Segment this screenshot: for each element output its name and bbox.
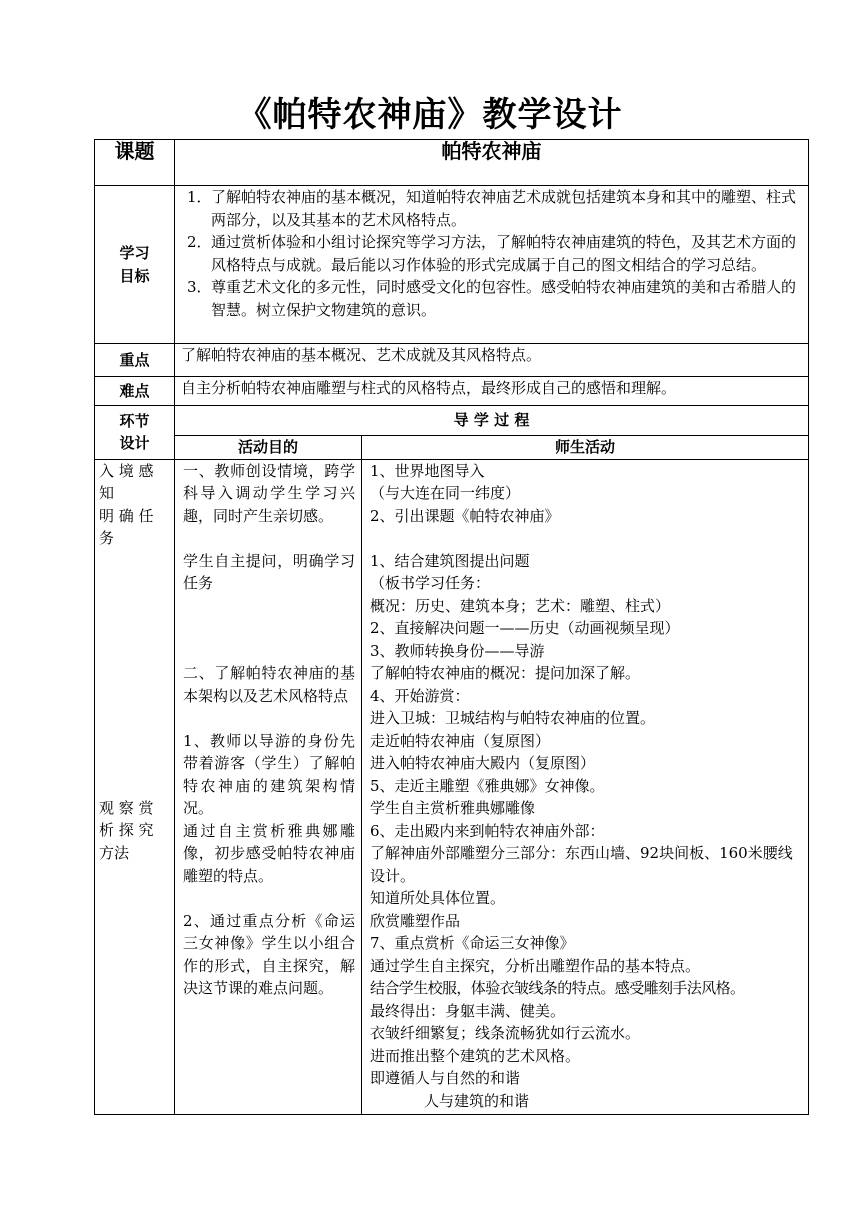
activity-line: 进入卫城：卫城结构与帕特农神庙的位置。 bbox=[370, 709, 656, 727]
activity-line: 3、教师转换身份——导游 bbox=[370, 641, 545, 660]
column-header-purpose: 活动目的 bbox=[175, 436, 362, 460]
key-point-row bbox=[95, 344, 809, 377]
process-header-row bbox=[95, 406, 809, 436]
activity-line: 衣皱纤细繁复；线条流畅犹如行云流水。 bbox=[370, 1024, 641, 1042]
difficulty-label: 难点 bbox=[95, 377, 175, 406]
page-title: 《帕特农神庙》教学设计 bbox=[237, 95, 623, 135]
goal-number: 1． bbox=[187, 188, 212, 206]
goal-text: 了解帕特农神庙的基本概况，知道帕特农神庙艺术成就包括建筑本身和其中的雕塑、柱式两部分，以及其基本的艺术风格特点。 bbox=[211, 188, 797, 229]
goals-row bbox=[95, 186, 809, 344]
activity-line: 欣赏雕塑作品 bbox=[370, 911, 461, 930]
activity-line: 结合学生校服，体验衣皱线条的特点。感受雕刻手法风格。 bbox=[370, 979, 745, 997]
activity-line: 2、直接解决问题一——历史（动画视频呈现） bbox=[370, 619, 680, 637]
activity-line: 走近帕特农神庙（复原图） bbox=[370, 731, 551, 750]
activity-line: 了解神庙外部雕塑分三部分：东西山墙、92块间板、160米腰线设计。 bbox=[370, 844, 793, 885]
key-point-label: 重点 bbox=[95, 344, 175, 377]
stage-text: 观 察 赏 bbox=[99, 798, 154, 817]
topic-value: 帕特农神庙 bbox=[175, 140, 809, 186]
stage-text: 明 确 任 bbox=[99, 506, 154, 525]
purpose-text: 通过自主赏析雅典娜雕像，初步感受帕特农神庙雕塑的特点。 bbox=[183, 821, 355, 885]
purpose-text: 一、教师创设情境，跨学科导入调动学生学习兴趣，同时产生亲切感。 bbox=[183, 461, 355, 525]
activity-line: 1、结合建筑图提出问题 bbox=[370, 551, 530, 570]
activity-line: 5、走近主雕塑《雅典娜》女神像。 bbox=[370, 776, 605, 795]
purpose-text: 学生自主提问，明确学习任务 bbox=[183, 551, 355, 592]
purpose-text: 2、通过重点分析《命运三女神像》学生以小组合作的形式，自主探究，解决这节课的难点问题。 bbox=[183, 911, 355, 997]
column-header-activity: 师生活动 bbox=[362, 436, 809, 460]
process-body-row bbox=[95, 459, 809, 1114]
goals-label bbox=[95, 186, 175, 344]
goal-text: 尊重艺术文化的多元性，同时感受文化的包容性。感受帕特农神庙建筑的美和古希腊人的智慧。树立保护文物建筑的意识。 bbox=[211, 278, 797, 319]
topic-row bbox=[95, 140, 809, 186]
goals-list bbox=[187, 186, 800, 321]
lesson-plan-table bbox=[94, 139, 809, 1115]
stage-label-line1: 环节 bbox=[119, 411, 150, 430]
activity-line: 进入帕特农神庙大殿内（复原图） bbox=[370, 754, 596, 772]
activity-line: 1、世界地图导入 bbox=[370, 461, 485, 480]
key-point-text: 了解帕特农神庙的基本概况、艺术成就及其风格特点。 bbox=[175, 344, 809, 377]
process-header: 导 学 过 程 bbox=[175, 406, 809, 436]
goals-label-line2: 目标 bbox=[119, 266, 150, 285]
activity-line: 即遵循人与自然的和谐 bbox=[370, 1069, 521, 1087]
difficulty-text: 自主分析帕特农神庙雕塑与柱式的风格特点，最终形成自己的感悟和理解。 bbox=[175, 377, 809, 406]
stage-label bbox=[95, 406, 175, 460]
stage-text: 析 探 究 bbox=[99, 821, 154, 839]
activity-line: 7、重点赏析《命运三女神像》 bbox=[370, 934, 575, 952]
purpose-column bbox=[175, 459, 362, 1114]
activity-line: 6、走出殿内来到帕特农神庙外部： bbox=[370, 821, 605, 840]
activity-column bbox=[362, 459, 809, 1114]
stage-text: 入 境 感 bbox=[99, 461, 154, 480]
activity-line: 学生自主赏析雅典娜雕像 bbox=[370, 799, 536, 817]
activity-line: （与大连在同一纬度） bbox=[370, 484, 521, 502]
topic-label: 课题 bbox=[95, 140, 175, 186]
purpose-text: 二、了解帕特农神庙的基本架构以及艺术风格特点 bbox=[183, 664, 355, 705]
goals-cell bbox=[175, 186, 809, 344]
stage-label-line2: 设计 bbox=[119, 434, 150, 453]
activity-line: 人与建筑的和谐 bbox=[424, 1091, 530, 1110]
goals-label-line1: 学习 bbox=[119, 244, 150, 262]
goal-number: 2． bbox=[187, 233, 212, 251]
activity-line: 了解帕特农神庙的概况：提问加深了解。 bbox=[370, 664, 641, 682]
activity-line: 进而推出整个建筑的艺术风格。 bbox=[370, 1046, 581, 1065]
goal-text: 通过赏析体验和小组讨论探究等学习方法，了解帕特农神庙建筑的特色，及其艺术方面的风格特点与成就。最后能以习作体验的形式完成属于自己的图文相结合的学习总结。 bbox=[211, 233, 797, 274]
activity-line: （板书学习任务： bbox=[370, 574, 491, 592]
difficulty-row bbox=[95, 377, 809, 406]
stage-text: 务 bbox=[99, 529, 115, 547]
activity-line: 知道所处具体位置。 bbox=[370, 889, 506, 907]
stage-column bbox=[95, 459, 175, 1114]
stage-text: 知 bbox=[99, 484, 115, 502]
goal-item bbox=[187, 186, 800, 231]
activity-line: 2、引出课题《帕特农神庙》 bbox=[370, 506, 560, 525]
goal-item bbox=[187, 231, 800, 276]
activity-line: 4、开始游赏： bbox=[370, 686, 470, 705]
activity-line: 概况：历史、建筑本身；艺术：雕塑、柱式） bbox=[370, 596, 671, 615]
column-header-row bbox=[95, 436, 809, 460]
purpose-text: 1、教师以导游的身份先带着游客（学生）了解帕特农神庙的建筑架构情况。 bbox=[183, 731, 355, 817]
activity-line: 最终得出：身躯丰满、健美。 bbox=[370, 1001, 566, 1020]
stage-text: 方法 bbox=[99, 843, 130, 862]
goal-number: 3． bbox=[187, 278, 212, 296]
goal-item bbox=[187, 276, 800, 321]
activity-line: 通过学生自主探究，分析出雕塑作品的基本特点。 bbox=[370, 956, 701, 975]
